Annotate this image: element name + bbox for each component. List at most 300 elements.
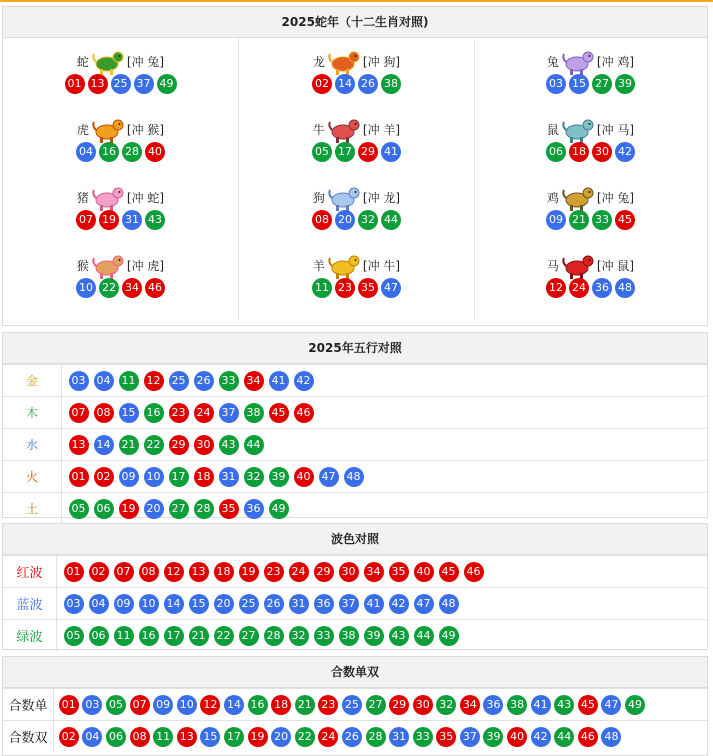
number-ball: 14: [164, 594, 184, 614]
number-ball: 06: [94, 499, 114, 519]
number-ball: 42: [531, 727, 551, 747]
zodiac-cell-pig: [3, 174, 238, 242]
wave-row: [3, 588, 707, 620]
number-ball: 27: [592, 74, 612, 94]
number-ball: 40: [414, 562, 434, 582]
zodiac-numbers: [239, 74, 474, 94]
number-ball: 35: [389, 562, 409, 582]
number-ball: 06: [89, 626, 109, 646]
wuxing-label: 火: [3, 461, 62, 493]
number-ball: 34: [364, 562, 384, 582]
number-ball: 05: [64, 626, 84, 646]
number-ball: 23: [264, 562, 284, 582]
zodiac-clash: [冲 狗]: [362, 54, 401, 69]
number-ball: 37: [460, 727, 480, 747]
number-ball: 28: [264, 626, 284, 646]
wuxing-panel: [2, 332, 708, 518]
number-ball: 13: [88, 74, 108, 94]
wuxing-row: [3, 461, 707, 493]
number-ball: 09: [153, 695, 173, 715]
number-ball: 25: [342, 695, 362, 715]
number-ball: 10: [76, 278, 96, 298]
zodiac-cell-horse: [473, 242, 708, 310]
number-ball: 49: [157, 74, 177, 94]
number-ball: 32: [244, 467, 264, 487]
zodiac-numbers: [473, 210, 708, 230]
zodiac-clash: [冲 猴]: [126, 122, 165, 137]
number-ball: 35: [436, 727, 456, 747]
number-ball: 19: [119, 499, 139, 519]
number-ball: 49: [625, 695, 645, 715]
wuxing-label: 金: [3, 365, 62, 397]
monkey-icon: [91, 250, 125, 280]
number-ball: 03: [64, 594, 84, 614]
number-ball: 31: [122, 210, 142, 230]
zodiac-clash: [冲 兔]: [126, 54, 165, 69]
number-ball: 16: [99, 142, 119, 162]
number-ball: 04: [76, 142, 96, 162]
zodiac-numbers: [3, 210, 238, 230]
number-ball: 45: [615, 210, 635, 230]
number-ball: 02: [312, 74, 332, 94]
number-ball: 41: [269, 371, 289, 391]
number-ball: 45: [578, 695, 598, 715]
number-ball: 14: [94, 435, 114, 455]
number-ball: 12: [546, 278, 566, 298]
number-ball: 11: [312, 278, 332, 298]
number-ball: 42: [615, 142, 635, 162]
number-ball: 40: [145, 142, 165, 162]
number-ball: 33: [592, 210, 612, 230]
wave-numbers: [57, 620, 708, 652]
number-ball: 40: [507, 727, 527, 747]
number-ball: 37: [339, 594, 359, 614]
parity-label: 合数双: [3, 721, 54, 753]
number-ball: 29: [358, 142, 378, 162]
wave-numbers: [57, 556, 708, 588]
number-ball: 28: [366, 727, 386, 747]
zodiac-cell-monkey: [3, 242, 238, 310]
number-ball: 05: [106, 695, 126, 715]
number-ball: 12: [200, 695, 220, 715]
zodiac-header: [239, 114, 474, 144]
zodiac-column: [238, 38, 475, 320]
number-ball: 17: [164, 626, 184, 646]
zodiac-cell-tiger: [3, 106, 238, 174]
number-ball: 17: [335, 142, 355, 162]
number-ball: 23: [335, 278, 355, 298]
number-ball: 04: [89, 594, 109, 614]
zodiac-header: [473, 250, 708, 280]
number-ball: 15: [569, 74, 589, 94]
number-ball: 06: [106, 727, 126, 747]
wuxing-row: [3, 493, 707, 525]
wuxing-row: [3, 397, 707, 429]
number-ball: 39: [364, 626, 384, 646]
number-ball: 39: [615, 74, 635, 94]
horse-icon: [561, 250, 595, 280]
parity-panel: [2, 656, 708, 756]
zodiac-name: 猪: [76, 190, 89, 205]
number-ball: 37: [219, 403, 239, 423]
number-ball: 09: [114, 594, 134, 614]
zodiac-clash: [冲 龙]: [362, 190, 401, 205]
number-ball: 43: [389, 626, 409, 646]
number-ball: 46: [145, 278, 165, 298]
zodiac-name: 牛: [312, 122, 325, 137]
number-ball: 01: [59, 695, 79, 715]
zodiac-name: 龙: [312, 54, 325, 69]
number-ball: 47: [414, 594, 434, 614]
wuxing-label: 木: [3, 397, 62, 429]
number-ball: 07: [114, 562, 134, 582]
number-ball: 30: [339, 562, 359, 582]
number-ball: 29: [314, 562, 334, 582]
number-ball: 19: [99, 210, 119, 230]
number-ball: 36: [483, 695, 503, 715]
number-ball: 45: [439, 562, 459, 582]
number-ball: 06: [546, 142, 566, 162]
zodiac-header: [3, 250, 238, 280]
number-ball: 38: [507, 695, 527, 715]
zodiac-numbers: [3, 142, 238, 162]
number-ball: 48: [601, 727, 621, 747]
number-ball: 09: [546, 210, 566, 230]
zodiac-header: [3, 114, 238, 144]
number-ball: 02: [89, 562, 109, 582]
dog-icon: [327, 182, 361, 212]
zodiac-clash: [冲 鸡]: [596, 54, 635, 69]
wave-label: 红波: [3, 556, 57, 588]
wuxing-numbers: [62, 461, 708, 493]
wave-label: 绿波: [3, 620, 57, 652]
zodiac-clash: [冲 牛]: [362, 258, 401, 273]
parity-label: 合数单: [3, 689, 54, 721]
number-ball: 25: [111, 74, 131, 94]
number-ball: 23: [169, 403, 189, 423]
number-ball: 18: [569, 142, 589, 162]
wuxing-numbers: [62, 493, 708, 525]
number-ball: 14: [335, 74, 355, 94]
number-ball: 33: [314, 626, 334, 646]
number-ball: 18: [214, 562, 234, 582]
wuxing-numbers: [62, 397, 708, 429]
zodiac-header: [473, 114, 708, 144]
number-ball: 44: [244, 435, 264, 455]
zodiac-panel-title: 2025蛇年（十二生肖对照): [3, 7, 707, 38]
number-ball: 20: [214, 594, 234, 614]
number-ball: 26: [264, 594, 284, 614]
number-ball: 07: [76, 210, 96, 230]
zodiac-cell-dragon: [239, 38, 474, 106]
ox-icon: [327, 114, 361, 144]
number-ball: 13: [177, 727, 197, 747]
zodiac-name: 马: [546, 258, 559, 273]
number-ball: 38: [244, 403, 264, 423]
zodiac-clash: [冲 马]: [596, 122, 635, 137]
parity-table: [3, 688, 707, 752]
wuxing-numbers: [62, 365, 708, 397]
number-ball: 22: [99, 278, 119, 298]
number-ball: 16: [139, 626, 159, 646]
number-ball: 34: [244, 371, 264, 391]
wave-panel-title: 波色对照: [3, 524, 707, 555]
number-ball: 13: [189, 562, 209, 582]
number-ball: 13: [69, 435, 89, 455]
number-ball: 03: [69, 371, 89, 391]
rat-icon: [561, 114, 595, 144]
number-ball: 30: [413, 695, 433, 715]
zodiac-cell-rabbit: [473, 38, 708, 106]
number-ball: 21: [295, 695, 315, 715]
parity-row: [3, 689, 707, 721]
number-ball: 34: [122, 278, 142, 298]
number-ball: 43: [219, 435, 239, 455]
zodiac-cell-rooster: [473, 174, 708, 242]
zodiac-cell-goat: [239, 242, 474, 310]
goat-icon: [327, 250, 361, 280]
number-ball: 25: [239, 594, 259, 614]
zodiac-clash: [冲 羊]: [362, 122, 401, 137]
number-ball: 11: [114, 626, 134, 646]
number-ball: 44: [381, 210, 401, 230]
number-ball: 24: [318, 727, 338, 747]
number-ball: 36: [592, 278, 612, 298]
wave-table: [3, 555, 707, 651]
number-ball: 49: [269, 499, 289, 519]
zodiac-numbers: [239, 210, 474, 230]
number-ball: 04: [94, 371, 114, 391]
pig-icon: [91, 182, 125, 212]
top-accent-bar: [0, 0, 713, 2]
number-ball: 14: [224, 695, 244, 715]
number-ball: 05: [69, 499, 89, 519]
number-ball: 20: [271, 727, 291, 747]
number-ball: 32: [436, 695, 456, 715]
number-ball: 39: [269, 467, 289, 487]
number-ball: 24: [194, 403, 214, 423]
number-ball: 05: [312, 142, 332, 162]
zodiac-numbers: [3, 278, 238, 298]
number-ball: 07: [69, 403, 89, 423]
number-ball: 33: [413, 727, 433, 747]
number-ball: 43: [554, 695, 574, 715]
zodiac-numbers: [473, 74, 708, 94]
number-ball: 32: [289, 626, 309, 646]
number-ball: 46: [294, 403, 314, 423]
number-ball: 19: [248, 727, 268, 747]
number-ball: 46: [464, 562, 484, 582]
zodiac-name: 虎: [76, 122, 89, 137]
zodiac-clash: [冲 蛇]: [126, 190, 165, 205]
number-ball: 26: [358, 74, 378, 94]
number-ball: 27: [169, 499, 189, 519]
number-ball: 09: [119, 467, 139, 487]
rooster-icon: [561, 182, 595, 212]
number-ball: 23: [318, 695, 338, 715]
rabbit-icon: [561, 46, 595, 76]
number-ball: 18: [194, 467, 214, 487]
number-ball: 31: [389, 727, 409, 747]
zodiac-header: [239, 250, 474, 280]
number-ball: 04: [82, 727, 102, 747]
wuxing-row: [3, 429, 707, 461]
zodiac-cell-ox: [239, 106, 474, 174]
number-ball: 08: [312, 210, 332, 230]
number-ball: 01: [69, 467, 89, 487]
zodiac-name: 猴: [76, 258, 89, 273]
zodiac-numbers: [239, 142, 474, 162]
number-ball: 47: [601, 695, 621, 715]
number-ball: 12: [164, 562, 184, 582]
number-ball: 15: [200, 727, 220, 747]
number-ball: 22: [214, 626, 234, 646]
number-ball: 47: [381, 278, 401, 298]
zodiac-column: [473, 38, 708, 320]
number-ball: 17: [224, 727, 244, 747]
number-ball: 26: [342, 727, 362, 747]
number-ball: 30: [592, 142, 612, 162]
number-ball: 44: [554, 727, 574, 747]
number-ball: 29: [389, 695, 409, 715]
number-ball: 08: [139, 562, 159, 582]
number-ball: 16: [248, 695, 268, 715]
number-ball: 42: [389, 594, 409, 614]
number-ball: 01: [64, 562, 84, 582]
number-ball: 38: [381, 74, 401, 94]
number-ball: 21: [119, 435, 139, 455]
number-ball: 41: [381, 142, 401, 162]
zodiac-header: [239, 182, 474, 212]
wuxing-label: 土: [3, 493, 62, 525]
number-ball: 24: [569, 278, 589, 298]
number-ball: 43: [145, 210, 165, 230]
number-ball: 35: [358, 278, 378, 298]
zodiac-name: 兔: [546, 54, 559, 69]
wave-row: [3, 556, 707, 588]
number-ball: 21: [189, 626, 209, 646]
number-ball: 48: [615, 278, 635, 298]
number-ball: 40: [294, 467, 314, 487]
number-ball: 03: [546, 74, 566, 94]
number-ball: 44: [414, 626, 434, 646]
zodiac-header: [473, 46, 708, 76]
number-ball: 02: [94, 467, 114, 487]
number-ball: 39: [483, 727, 503, 747]
number-ball: 19: [239, 562, 259, 582]
number-ball: 11: [119, 371, 139, 391]
zodiac-cell-rat: [473, 106, 708, 174]
number-ball: 18: [271, 695, 291, 715]
number-ball: 38: [339, 626, 359, 646]
zodiac-header: [473, 182, 708, 212]
zodiac-cell-dog: [239, 174, 474, 242]
number-ball: 01: [65, 74, 85, 94]
number-ball: 12: [144, 371, 164, 391]
number-ball: 25: [169, 371, 189, 391]
number-ball: 20: [335, 210, 355, 230]
number-ball: 22: [295, 727, 315, 747]
number-ball: 27: [366, 695, 386, 715]
zodiac-name: 蛇: [76, 54, 89, 69]
number-ball: 48: [439, 594, 459, 614]
number-ball: 24: [289, 562, 309, 582]
zodiac-name: 羊: [312, 258, 325, 273]
number-ball: 42: [294, 371, 314, 391]
snake-icon: [91, 46, 125, 76]
number-ball: 02: [59, 727, 79, 747]
zodiac-name: 鼠: [546, 122, 559, 137]
number-ball: 47: [319, 467, 339, 487]
zodiac-numbers: [3, 74, 238, 94]
number-ball: 21: [569, 210, 589, 230]
parity-row: [3, 721, 707, 753]
number-ball: 03: [82, 695, 102, 715]
zodiac-header: [3, 46, 238, 76]
zodiac-grid: [3, 38, 707, 326]
dragon-icon: [327, 46, 361, 76]
number-ball: 26: [194, 371, 214, 391]
wave-color-panel: [2, 523, 708, 650]
number-ball: 10: [144, 467, 164, 487]
number-ball: 48: [344, 467, 364, 487]
wave-row: [3, 620, 707, 652]
number-ball: 20: [144, 499, 164, 519]
number-ball: 22: [144, 435, 164, 455]
number-ball: 37: [134, 74, 154, 94]
number-ball: 29: [169, 435, 189, 455]
zodiac-column: [3, 38, 238, 320]
number-ball: 32: [358, 210, 378, 230]
number-ball: 36: [244, 499, 264, 519]
number-ball: 41: [364, 594, 384, 614]
number-ball: 08: [94, 403, 114, 423]
number-ball: 10: [139, 594, 159, 614]
number-ball: 16: [144, 403, 164, 423]
wuxing-row: [3, 365, 707, 397]
tiger-icon: [91, 114, 125, 144]
number-ball: 15: [119, 403, 139, 423]
zodiac-name: 狗: [312, 190, 325, 205]
number-ball: 08: [130, 727, 150, 747]
zodiac-header: [239, 46, 474, 76]
number-ball: 17: [169, 467, 189, 487]
zodiac-numbers: [473, 278, 708, 298]
wuxing-label: 水: [3, 429, 62, 461]
number-ball: 07: [130, 695, 150, 715]
number-ball: 36: [314, 594, 334, 614]
wuxing-panel-title: 2025年五行对照: [3, 333, 707, 364]
number-ball: 11: [153, 727, 173, 747]
number-ball: 31: [289, 594, 309, 614]
parity-numbers: [54, 689, 708, 721]
number-ball: 30: [194, 435, 214, 455]
number-ball: 41: [531, 695, 551, 715]
number-ball: 28: [122, 142, 142, 162]
wuxing-numbers: [62, 429, 708, 461]
number-ball: 31: [219, 467, 239, 487]
number-ball: 27: [239, 626, 259, 646]
zodiac-cell-snake: [3, 38, 238, 106]
zodiac-header: [3, 182, 238, 212]
number-ball: 49: [439, 626, 459, 646]
number-ball: 33: [219, 371, 239, 391]
zodiac-numbers: [239, 278, 474, 298]
number-ball: 35: [219, 499, 239, 519]
number-ball: 34: [460, 695, 480, 715]
wave-numbers: [57, 588, 708, 620]
number-ball: 45: [269, 403, 289, 423]
